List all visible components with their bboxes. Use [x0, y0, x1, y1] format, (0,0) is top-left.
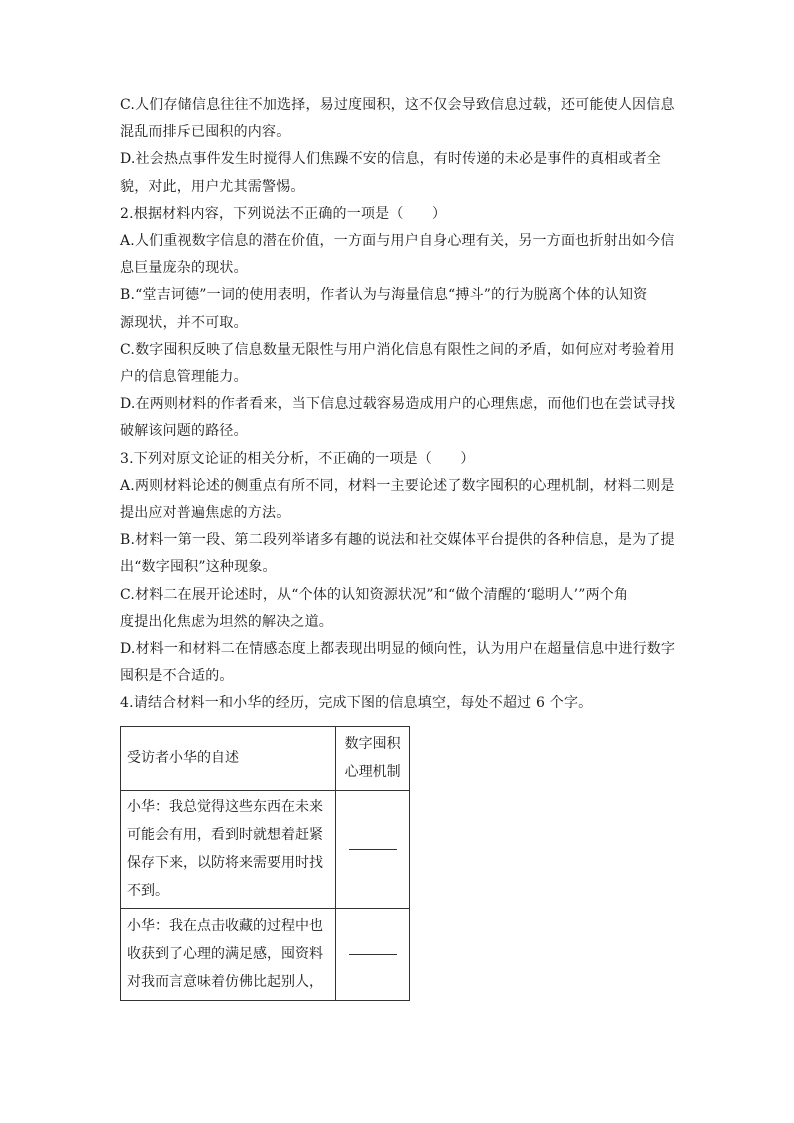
text-line: 貌，对此，用户尤其需警惕。: [120, 178, 305, 195]
text-line: 出“数字囤积”这种现象。: [120, 559, 277, 576]
statement-line: 小华：我在点击收藏的过程中也: [127, 918, 323, 935]
text-line: 囤积是不合适的。: [120, 668, 234, 685]
answer-blank-2[interactable]: [349, 953, 397, 955]
info-fill-table: [120, 726, 410, 1001]
text-line: D.材料一和材料二在情感态度上都表现出明显的倾向性，认为用户在超量信息中进行数字: [120, 641, 676, 658]
answer-blank-cell-2[interactable]: [336, 908, 410, 1000]
statement-cell-2: [121, 908, 336, 1000]
document-page: [120, 92, 676, 1001]
statement-line: 对我而言意味着仿佛比起别人，: [127, 974, 323, 991]
text-line: D.社会热点事件发生时搅得人们焦躁不安的信息，有时传递的未必是事件的真相或者全: [120, 151, 661, 168]
statement-line: 不到。: [127, 883, 169, 900]
text-line: 息巨量庞杂的现状。: [120, 260, 248, 277]
text-line: B.“堂吉诃德”一词的使用表明，作者认为与海量信息“搏斗”的行为脱离个体的认知资: [120, 287, 648, 304]
question-2-stem: 2.根据材料内容，下列说法不正确的一项是（ ）: [120, 205, 447, 222]
statement-line: 收获到了心理的满足感，囤资料: [127, 946, 323, 963]
header-self-statement: 受访者小华的自述: [121, 726, 336, 790]
header-mechanism: [336, 726, 410, 790]
answer-blank-cell-1[interactable]: [336, 790, 410, 908]
question-4-stem: 4.请结合材料一和小华的经历，完成下图的信息填空，每处不超过 6 个字。: [120, 695, 593, 712]
question-3-stem: 3.下列对原文论证的相关分析，不正确的一项是（ ）: [120, 450, 475, 467]
table-row: [121, 908, 410, 1000]
statement-line: 可能会有用，看到时就想着赶紧: [127, 827, 323, 844]
question-text: [120, 92, 676, 718]
text-line: A.两则材料论述的侧重点有所不同，材料一主要论述了数字囤积的心理机制，材料二则是: [120, 477, 675, 494]
text-line: A.人们重视数字信息的潜在价值，一方面与用户自身心理有关，另一方面也折射出如今信: [120, 233, 675, 250]
text-line: D.在两则材料的作者看来，当下信息过载容易造成用户的心理焦虑，而他们也在尝试寻找: [120, 396, 676, 413]
statement-line: 保存下来，以防将来需要用时找: [127, 855, 323, 872]
table-row: [121, 790, 410, 908]
text-line: B.材料一第一段、第二段列举诸多有趣的说法和社交媒体平台提供的各种信息，是为了提: [120, 532, 675, 549]
table-header-row: [121, 726, 410, 790]
statement-line: 小华：我总觉得这些东西在未来: [127, 799, 323, 816]
statement-cell-1: [121, 790, 336, 908]
text-line: C.人们存储信息往往不加选择，易过度囤积，这不仅会导致信息过载，还可能使人因信息: [120, 97, 675, 113]
text-line: 破解该问题的路径。: [120, 423, 248, 440]
text-line: 度提出化焦虑为坦然的解决之道。: [120, 613, 333, 630]
text-line: 户的信息管理能力。: [120, 369, 248, 386]
text-line: 源现状，并不可取。: [120, 314, 248, 331]
header-mechanism-line1: 数字囤积: [344, 736, 401, 753]
text-line: 提出应对普遍焦虑的方法。: [120, 505, 291, 522]
answer-blank-1[interactable]: [349, 848, 397, 850]
text-line: C.材料二在展开论述时，从“个体的认知资源状况”和“做个清醒的‘聪明人’”两个角: [120, 586, 629, 603]
header-mechanism-line2: 心理机制: [344, 764, 401, 781]
text-line: 混乱而排斥已囤积的内容。: [120, 124, 291, 141]
text-line: C.数字囤积反映了信息数量无限性与用户消化信息有限性之间的矛盾，如何应对考验着用: [120, 341, 675, 358]
